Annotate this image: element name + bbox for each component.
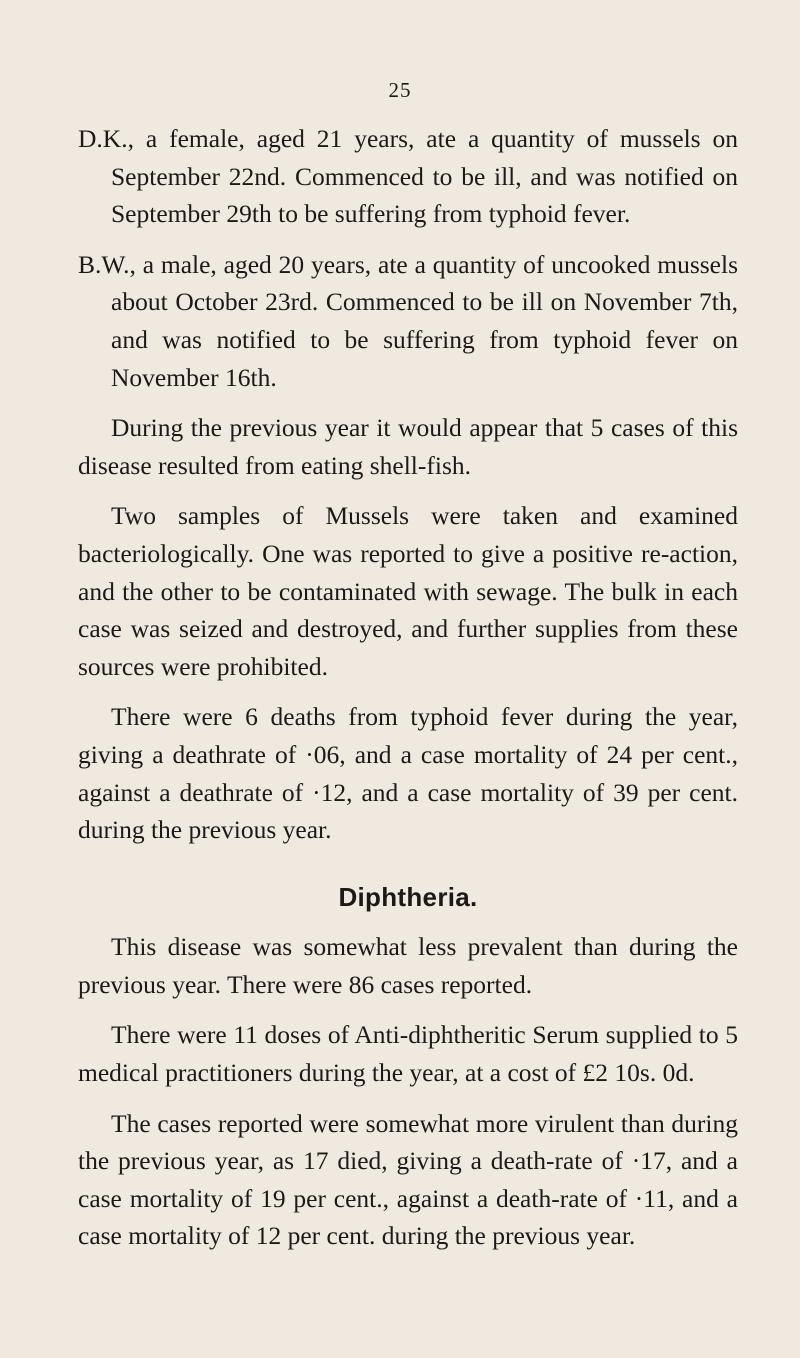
- paragraph-diphtheria-prevalence: This disease was somewhat less prevalent than during the previous year. There were 86 cases reported.: [78, 932, 738, 999]
- paragraph-typhoid-deaths: There were 6 deaths from typhoid fever during the year, giving a deathrate of ·06, and a case mortality of 24 per cent., against a deathrate of ·12, and a case mortality of 39 per cent. during the previous year.: [78, 702, 738, 845]
- paragraph-diphtheria-mortality: The cases reported were somewhat more virulent than during the previous year, as 17 died, giving a death-rate of ·17, and a case mortality of 19 per cent., against a death-rate of ·11, and a case mortality of 12 per cent. during the previous year.: [78, 1108, 738, 1251]
- paragraph-serum-doses: There were 11 doses of Anti-diphtheritic Serum supplied to 5 medical practitioners during the year, at a cost of £2 10s. 0d.: [78, 1020, 738, 1088]
- case-paragraph-dk: D.K., a female, aged 21 years, ate a quantity of mussels on September 22nd. Commenced to be ill, and was notified on September 29th to be suffering from typhoid fever.: [78, 124, 738, 229]
- paragraph-previous-year-cases: During the previous year it would appear that 5 cases of this disease resulted from eating shell-fish.: [78, 413, 738, 480]
- page-number: 25: [388, 78, 412, 102]
- section-heading-diphtheria: Diphtheria.: [338, 881, 478, 912]
- case-paragraph-bw: B.W., a male, aged 20 years, ate a quantity of uncooked mussels about October 23rd. Commenced to be ill on November 7th, and was notified to be suffering from typhoid fever on November 16th.: [78, 249, 738, 392]
- body-text: [78, 120, 738, 1268]
- paragraph-mussel-samples: Two samples of Mussels were taken and examined bacteriologically. One was reported to give a positive re-action, and the other to be contaminated with sewage. The bulk in each case was seized and destroyed, and further supplies from these sources were prohibited.: [78, 501, 738, 681]
